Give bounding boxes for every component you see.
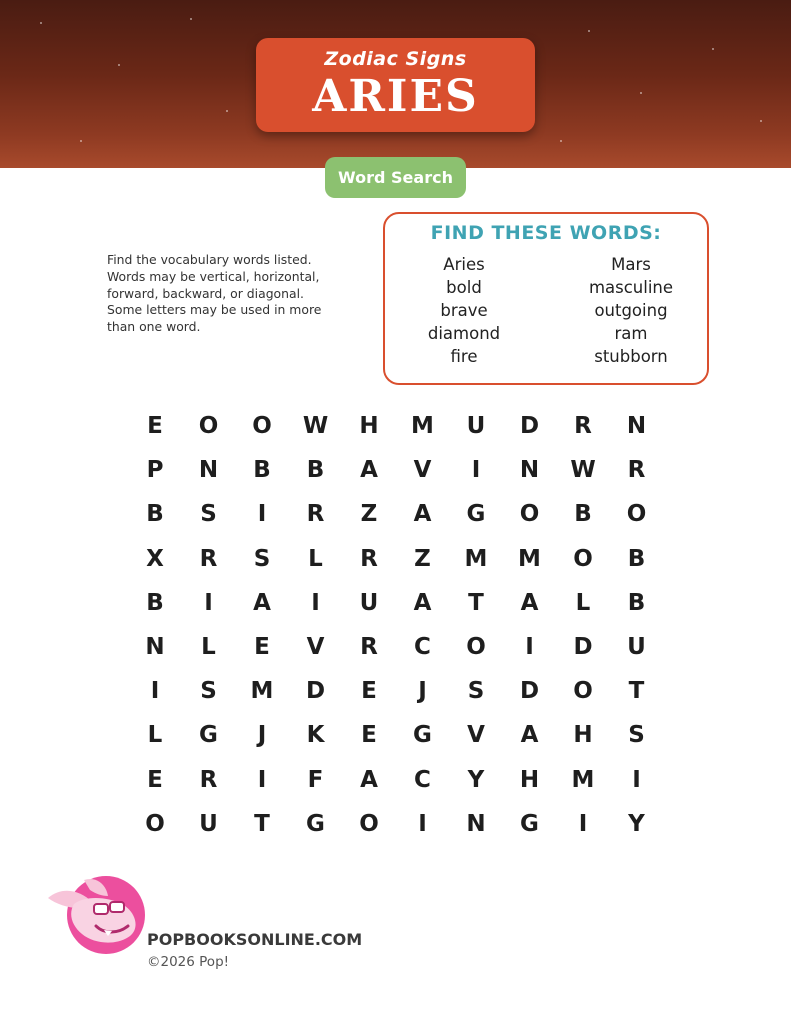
grid-letter[interactable]: S — [467, 678, 485, 705]
grid-letter[interactable]: R — [360, 634, 378, 660]
grid-letter[interactable]: R — [574, 413, 592, 439]
grid-letter[interactable]: E — [147, 413, 163, 439]
grid-letter[interactable]: T — [468, 589, 484, 616]
grid-letter[interactable]: D — [519, 678, 540, 705]
grid-letter[interactable]: O — [573, 545, 593, 572]
word-item: diamond — [427, 324, 501, 343]
grid-letter[interactable]: U — [199, 810, 218, 837]
grid-letter[interactable]: O — [252, 413, 272, 439]
grid-letter[interactable]: I — [632, 766, 641, 793]
grid-letter[interactable]: G — [306, 810, 325, 837]
word-item: fire — [450, 347, 478, 366]
grid-letter[interactable]: E — [361, 678, 377, 705]
word-item: Aries — [443, 255, 485, 274]
grid-letter[interactable]: W — [570, 457, 596, 484]
grid-letter[interactable]: R — [199, 545, 218, 572]
grid-letter[interactable]: C — [414, 766, 431, 793]
grid-letter[interactable]: A — [520, 722, 539, 749]
grid-letter[interactable]: M — [518, 545, 541, 572]
grid-letter[interactable]: A — [360, 766, 378, 793]
grid-letter[interactable]: G — [413, 722, 432, 749]
grid-letter[interactable]: B — [306, 457, 325, 484]
grid-letter[interactable]: G — [520, 810, 539, 837]
grid-letter[interactable]: I — [418, 810, 427, 837]
word-item: brave — [440, 301, 488, 320]
grid-letter[interactable]: N — [626, 413, 647, 439]
subtitle-badge: Word Search — [325, 157, 466, 198]
grid-letter[interactable]: I — [257, 501, 267, 528]
grid-letter[interactable]: O — [573, 678, 593, 705]
website-link[interactable]: POPBOOKSONLINE.COM — [147, 930, 363, 949]
grid-letter[interactable]: M — [571, 766, 595, 793]
grid-letter[interactable]: U — [466, 413, 486, 439]
word-item: stubborn — [594, 347, 668, 366]
grid-letter[interactable]: M — [250, 678, 274, 705]
grid-letter[interactable]: C — [414, 634, 431, 660]
grid-letter[interactable]: A — [253, 589, 271, 616]
grid-letter[interactable]: S — [200, 501, 217, 528]
grid-letter[interactable]: B — [627, 589, 646, 616]
grid-letter[interactable]: O — [198, 413, 219, 439]
grid-letter[interactable]: E — [147, 766, 163, 793]
grid-letter[interactable]: F — [307, 766, 324, 793]
grid-letter[interactable]: B — [146, 589, 164, 616]
grid-letter[interactable]: I — [257, 766, 267, 793]
grid-letter[interactable]: R — [627, 457, 646, 484]
grid-letter[interactable]: B — [253, 457, 271, 484]
grid-letter[interactable]: K — [306, 722, 325, 749]
copyright-text: ©2026 Pop! — [147, 954, 230, 970]
grid-letter[interactable]: M — [464, 545, 488, 572]
grid-letter[interactable]: I — [578, 810, 588, 837]
word-item: masculine — [588, 278, 674, 297]
grid-letter[interactable]: V — [467, 722, 485, 749]
grid-letter[interactable]: Z — [360, 501, 378, 528]
instructions-text: Find the vocabulary words listed. Words may be vertical, horizontal, forward, backward, or diagonal. Some letters may be used in more than one word. — [107, 252, 322, 335]
grid-letter[interactable]: A — [413, 589, 432, 616]
grid-letter[interactable]: U — [359, 589, 379, 616]
grid-letter[interactable]: D — [573, 634, 593, 660]
grid-letter[interactable]: W — [302, 413, 329, 439]
grid-letter[interactable]: L — [201, 634, 216, 660]
grid-letter[interactable]: S — [628, 722, 645, 749]
grid-letter[interactable]: B — [146, 501, 164, 528]
grid-letter[interactable]: L — [308, 545, 323, 572]
pop-mascot-icon — [44, 874, 148, 956]
grid-letter[interactable]: V — [306, 634, 325, 660]
grid-letter[interactable]: H — [573, 722, 593, 749]
grid-letter[interactable]: I — [311, 589, 320, 616]
grid-letter[interactable]: Y — [628, 810, 645, 837]
grid-letter[interactable]: R — [199, 766, 218, 793]
grid-letter[interactable]: B — [574, 501, 592, 528]
grid-letter[interactable]: O — [466, 634, 486, 660]
grid-letter[interactable]: L — [575, 589, 591, 616]
grid-letter[interactable]: G — [466, 501, 486, 528]
grid-letter[interactable]: N — [198, 457, 219, 484]
grid-letter[interactable]: H — [519, 766, 540, 793]
grid-letter[interactable]: A — [360, 457, 378, 484]
grid-letter[interactable]: B — [627, 545, 646, 572]
grid-letter[interactable]: A — [413, 501, 432, 528]
grid-letter[interactable]: O — [626, 501, 647, 528]
grid-letter[interactable]: U — [627, 634, 646, 660]
grid-letter[interactable]: Y — [467, 766, 485, 793]
grid-letter[interactable]: Z — [414, 545, 431, 572]
word-item: bold — [446, 278, 482, 297]
grid-letter[interactable]: V — [413, 457, 432, 484]
grid-letter[interactable]: O — [359, 810, 379, 837]
grid-letter[interactable]: R — [306, 501, 325, 528]
grid-letter[interactable]: E — [361, 722, 377, 749]
grid-letter[interactable]: I — [471, 457, 481, 484]
grid-letter[interactable]: N — [145, 634, 165, 660]
title-eyebrow: Zodiac Signs — [324, 48, 467, 70]
word-list-heading: FIND THESE WORDS: — [430, 222, 662, 244]
grid-letter[interactable]: I — [204, 589, 213, 616]
grid-letter[interactable]: D — [305, 678, 326, 705]
word-item: ram — [614, 324, 648, 343]
grid-letter[interactable]: S — [200, 678, 217, 705]
grid-letter[interactable]: G — [199, 722, 218, 749]
grid-letter[interactable]: J — [257, 722, 267, 749]
grid-letter[interactable]: N — [466, 810, 486, 837]
word-item: outgoing — [594, 301, 668, 320]
grid-letter[interactable]: T — [628, 678, 645, 705]
word-list-box — [383, 212, 709, 385]
grid-letter[interactable]: T — [254, 810, 270, 837]
grid-letter[interactable]: I — [525, 634, 534, 660]
grid-letter[interactable]: E — [254, 634, 270, 660]
grid-letter[interactable]: L — [147, 722, 163, 749]
grid-letter[interactable]: J — [418, 678, 427, 705]
title-card — [256, 38, 535, 132]
grid-letter[interactable]: I — [150, 678, 160, 705]
grid-letter[interactable]: N — [519, 457, 540, 484]
grid-letter[interactable]: S — [253, 545, 271, 572]
grid-letter[interactable]: R — [360, 545, 378, 572]
grid-letter[interactable]: M — [411, 413, 434, 439]
word-item: Mars — [611, 255, 651, 274]
grid-letter[interactable]: A — [520, 589, 539, 616]
grid-letter[interactable]: X — [146, 545, 164, 572]
grid-letter[interactable]: O — [145, 810, 165, 837]
grid-letter[interactable]: O — [519, 501, 540, 528]
grid-letter[interactable]: P — [146, 457, 164, 484]
grid-letter[interactable]: D — [519, 413, 540, 439]
grid-letter[interactable]: H — [359, 413, 379, 439]
page-title: ARIES — [312, 71, 479, 122]
